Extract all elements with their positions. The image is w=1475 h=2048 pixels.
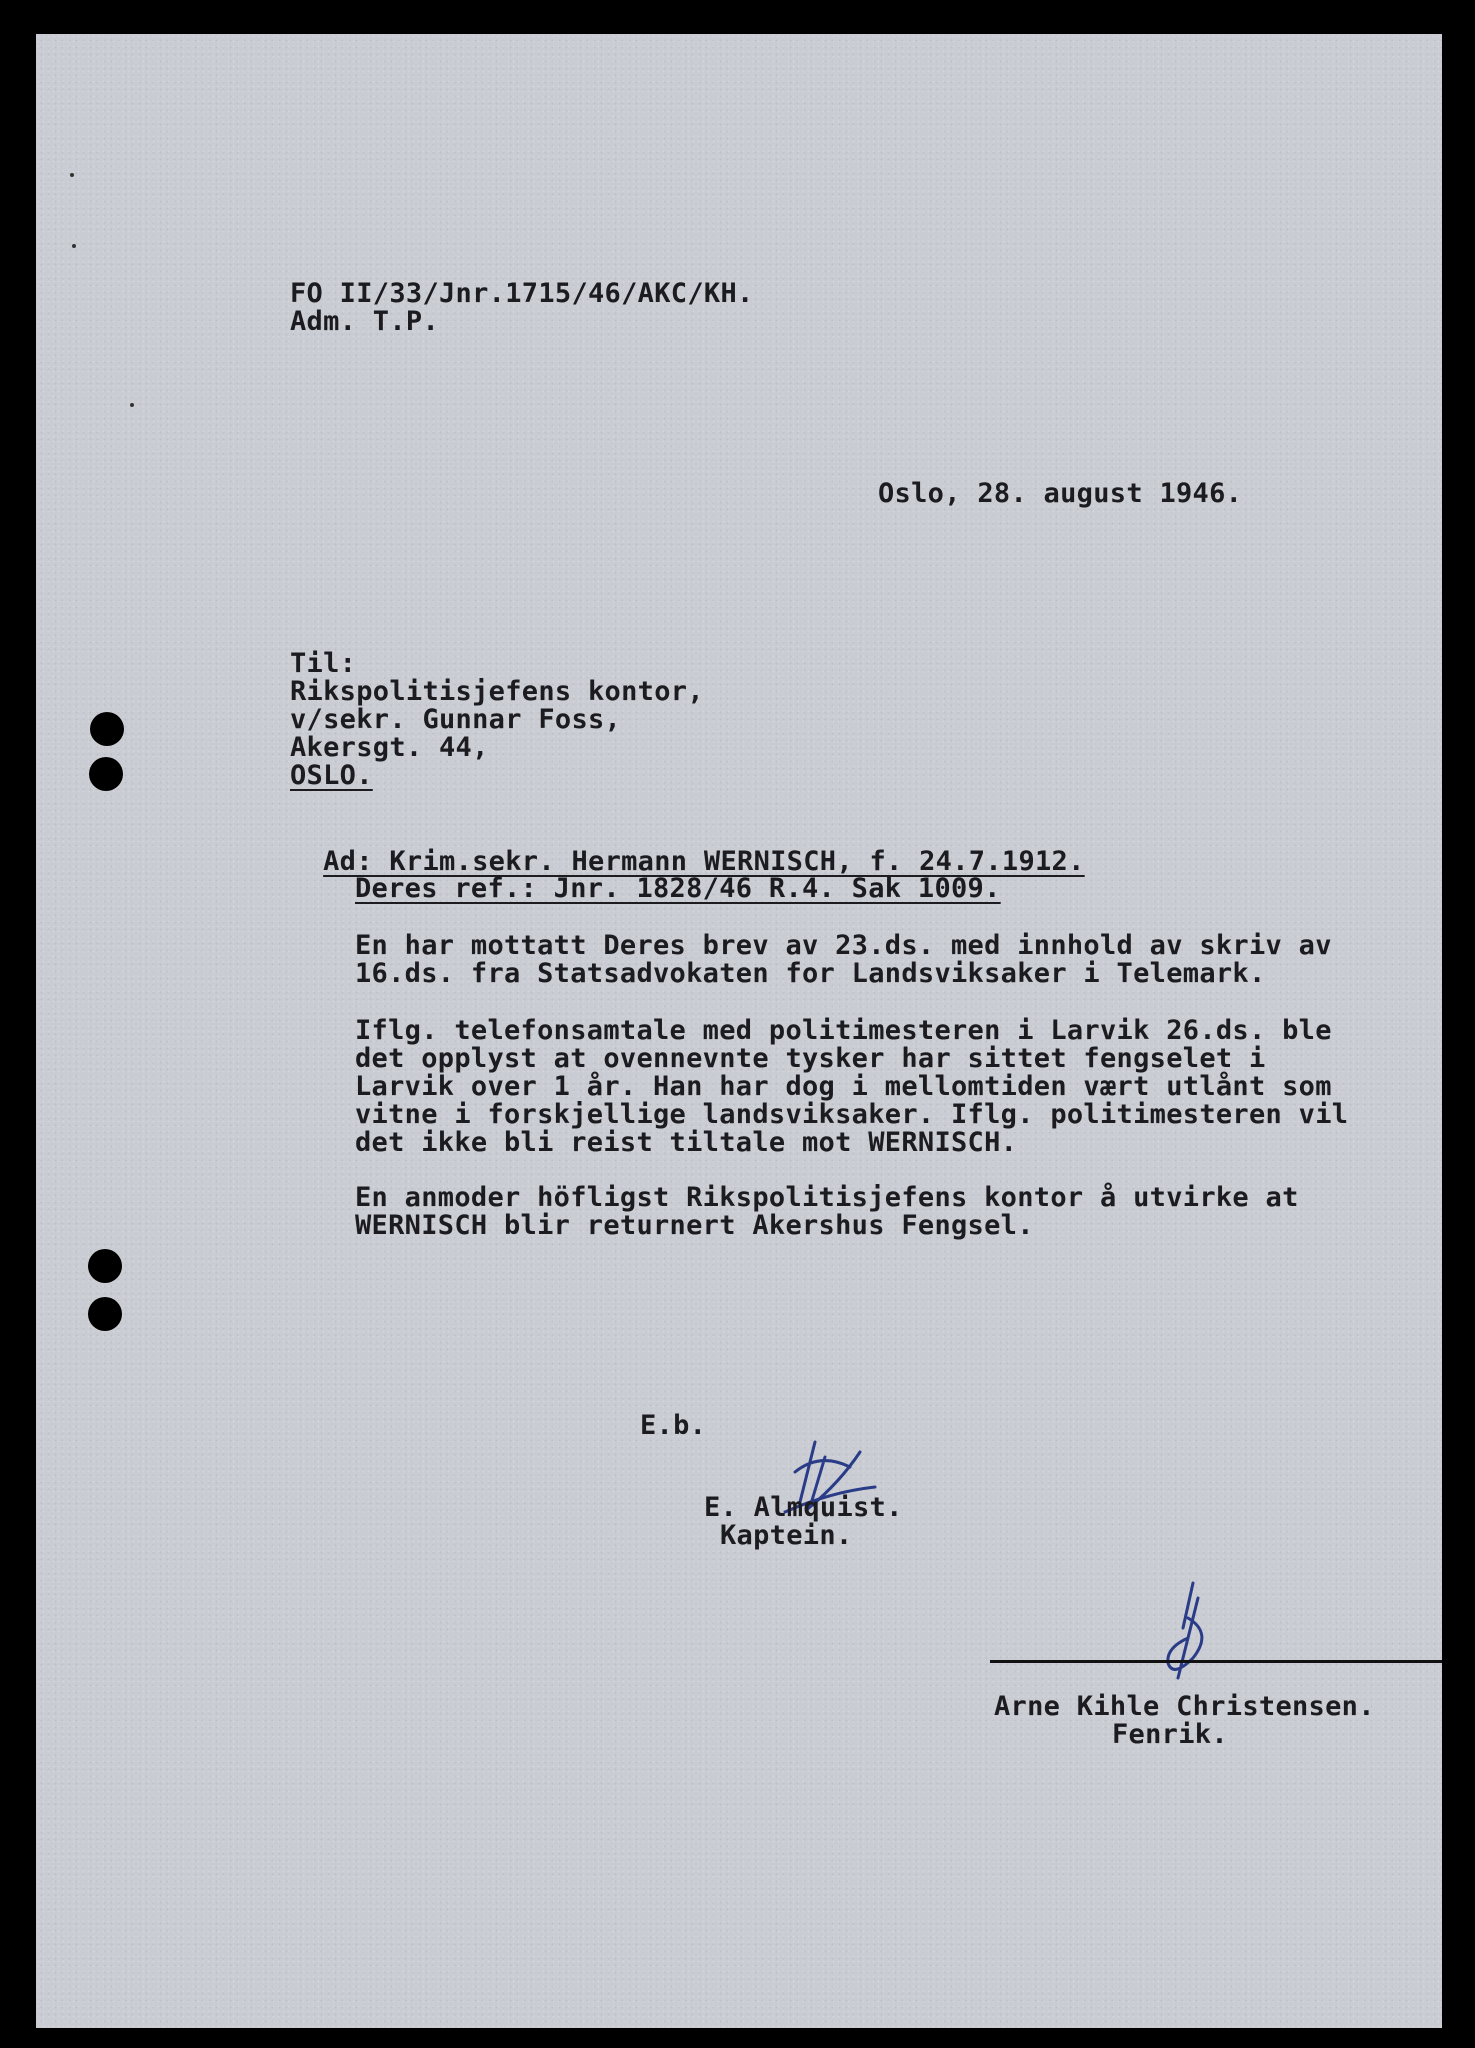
paper-speck: [70, 173, 74, 177]
closing-eb: E.b.: [640, 1410, 707, 1441]
paragraph-1-line-2: 16.ds. fra Statsadvokaten for Landsviksaker i Telemark.: [355, 958, 1266, 989]
recipient-attention: v/sekr. Gunnar Foss,: [290, 704, 622, 735]
signer-2-name: Arne Kihle Christensen.: [994, 1691, 1375, 1722]
subject-text: Ad: Krim.sekr. Hermann WERNISCH, f. 24.7.1912.: [323, 846, 1085, 877]
paragraph-2-line-5: det ikke bli reist tiltale mot WERNISCH.: [355, 1127, 1018, 1158]
signature-rule: [990, 1660, 1442, 1663]
paper-speck: [130, 403, 134, 407]
recipient-city: OSLO.: [290, 760, 373, 791]
paper-speck: [72, 244, 76, 248]
paragraph-2-line-3: Larvik over 1 år. Han har dog i mellomtiden vært utlånt som: [355, 1071, 1332, 1102]
handwritten-signature-2: [1158, 1578, 1218, 1688]
your-reference: Deres ref.: Jnr. 1828/46 R.4. Sak 1009.: [355, 873, 1001, 904]
punch-hole: [88, 1297, 122, 1331]
signer-2-title: Fenrik.: [1112, 1719, 1228, 1750]
paragraph-2-line-2: det opplyst at ovennevnte tysker har sittet fengselet i: [355, 1043, 1266, 1074]
signer-1-name: E. Almquist.: [704, 1492, 903, 1523]
paragraph-2-line-1: Iflg. telefonsamtale med politimesteren i Larvik 26.ds. ble: [355, 1015, 1332, 1046]
punch-hole: [89, 757, 123, 791]
administration-note: Adm. T.P.: [290, 306, 439, 337]
recipient-office: Rikspolitisjefens kontor,: [290, 676, 704, 707]
punch-hole: [90, 712, 124, 746]
subject-line: [290, 820, 1085, 876]
paragraph-3-line-2: WERNISCH blir returnert Akershus Fengsel.: [355, 1210, 1034, 1241]
punch-hole: [88, 1249, 122, 1283]
paragraph-1-line-1: En har mottatt Deres brev av 23.ds. med innhold av skriv av: [355, 930, 1332, 961]
paragraph-3-line-1: En anmoder höfligst Rikspolitisjefens kontor å utvirke at: [355, 1182, 1299, 1213]
reference-number: FO II/33/Jnr.1715/46/AKC/KH.: [290, 278, 754, 309]
place-and-date: Oslo, 28. august 1946.: [878, 478, 1243, 509]
recipient-street: Akersgt. 44,: [290, 732, 489, 763]
recipient-label: Til:: [290, 648, 357, 679]
paragraph-2-line-4: vitne i forskjellige landsviksaker. Iflg. politimesteren vil: [355, 1099, 1349, 1130]
signer-1-title: Kaptein.: [720, 1520, 853, 1551]
